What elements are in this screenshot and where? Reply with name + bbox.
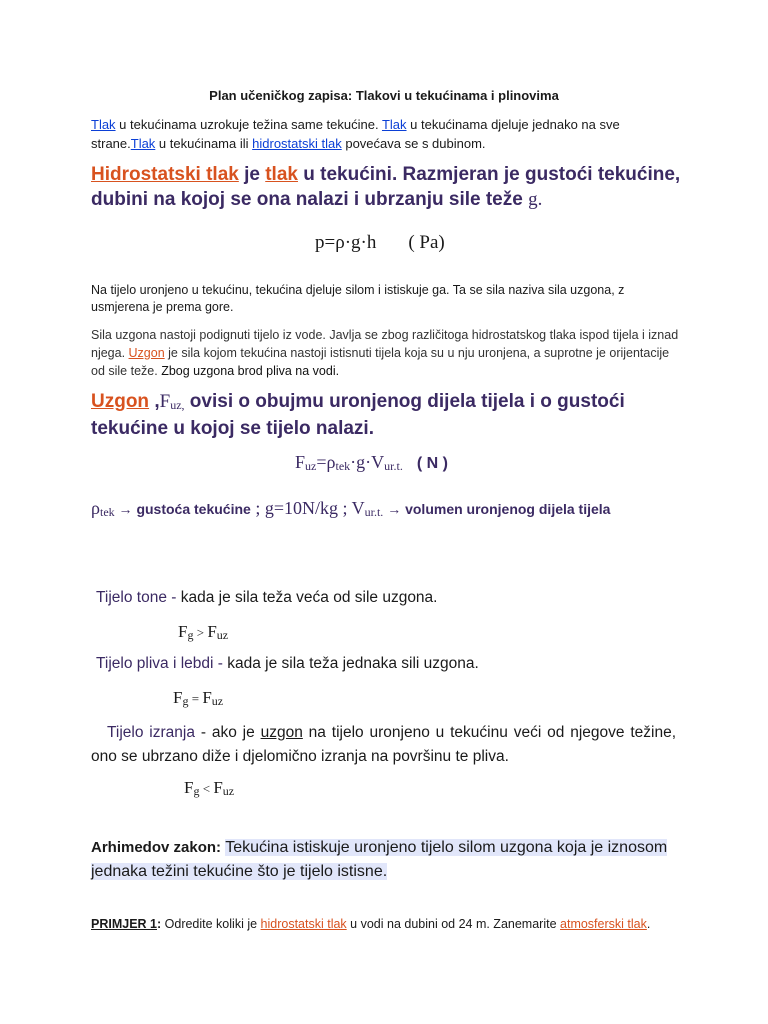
formula-unit: ( N ) — [416, 455, 448, 472]
buoyancy-definition — [91, 390, 681, 441]
case-floats-formula — [173, 688, 223, 709]
subscript: uz — [216, 628, 229, 642]
text: F — [178, 622, 188, 641]
page-title: Plan učeničkog zapisa: Tlakovi u tekućinama i plinovima — [209, 88, 559, 103]
buoyancy-intro: Na tijelo uronjeno u tekućinu, tekućina djeluje silom i istiskuje ga. Ta se sila naziva sila uzgona, z usmjerena je prema gore. — [91, 283, 625, 314]
link-hidrostatski-tlak[interactable]: hidrostatski tlak — [252, 136, 342, 151]
text: F — [207, 622, 217, 641]
buoyancy-formula — [295, 452, 448, 474]
text: F — [213, 778, 223, 797]
link-tlak[interactable]: tlak — [265, 164, 298, 185]
pressure-formula — [315, 232, 445, 254]
operator: = — [188, 691, 203, 706]
subscript: g — [193, 784, 200, 798]
link-tlak[interactable]: Tlak — [130, 136, 156, 151]
text: volumen uronjenog dijela tijela — [405, 501, 611, 517]
text: . — [646, 917, 651, 931]
text: F — [184, 778, 194, 797]
case-rises-formula — [184, 778, 234, 799]
text: u tekućini. Razmjeran je gustoći tekućine, dubini na kojoj se ona nalazi i ubrzanju sile teže — [91, 164, 681, 210]
case-label: Tijelo izranja — [107, 724, 195, 741]
subscript: g — [182, 694, 189, 708]
archimedes-text: Tekućina istiskuje uronjeno tijelo silom uzgona koja je iznosom jednaka težini tekućine što je tijelo istisne. — [91, 839, 668, 880]
text: u tekućinama ili — [155, 136, 253, 151]
case-text: kada je sila teža jednaka sili uzgona. — [222, 655, 479, 672]
subscript: tek — [99, 505, 115, 519]
case-sinks — [96, 589, 437, 607]
subscript: tek — [335, 459, 351, 473]
archimedes-law — [91, 836, 681, 884]
text: je sila kojom tekućina nastoji istisnuti tijela koja su u nju uronjena, a suprotne je orijentacije od sile teže. — [91, 346, 670, 378]
link-uzgon[interactable]: Uzgon — [91, 391, 150, 412]
subscript: ur.t. — [384, 459, 403, 473]
text: , — [149, 391, 160, 412]
operator: < — [199, 781, 214, 796]
case-text: na tijelo uronjeno u tekućinu veći od njegove težine, ono se ubrzano diže i djelomično izranja na površinu te pliva. — [91, 724, 677, 765]
formula-legend — [91, 496, 691, 524]
f-symbol: F — [159, 391, 171, 412]
subscript: g — [187, 628, 194, 642]
text: : — [157, 917, 162, 931]
link-tlak[interactable]: Tlak — [381, 117, 407, 132]
text: ovisi o obujmu uronjenog dijela tijela i o gustoći tekućine u kojoj se tijelo nalazi. — [91, 391, 625, 439]
subscript: uz — [305, 459, 317, 473]
intro-paragraph — [91, 115, 681, 153]
case-text: - ako je — [194, 724, 261, 741]
link-atmosferski-tlak[interactable]: atmosferski tlak — [560, 917, 647, 931]
arrow-icon: → — [114, 501, 137, 517]
link-uzgon[interactable]: Uzgon — [128, 346, 165, 360]
case-label: Tijelo tone - — [96, 589, 177, 606]
text: F — [173, 688, 183, 707]
case-sinks-formula — [178, 622, 228, 643]
rho-symbol: ρ — [91, 498, 100, 518]
case-rises — [91, 721, 676, 769]
case-floats — [96, 655, 479, 673]
example-label: PRIMJER 1 — [91, 917, 157, 931]
link-tlak[interactable]: Tlak — [91, 117, 116, 132]
text: povećava se s dubinom. — [341, 136, 486, 151]
buoyancy-paragraph — [91, 326, 681, 380]
link-hidrostatski-tlak[interactable]: hidrostatski tlak — [260, 917, 347, 931]
text: Odredite koliki je — [161, 917, 261, 931]
link-hidrostatski-tlak[interactable]: Hidrostatski tlak — [91, 164, 239, 185]
text: =ρ — [316, 452, 336, 472]
formula-unit: ( Pa) — [408, 232, 445, 253]
case-label: Tijelo pliva i lebdi - — [96, 655, 223, 672]
text: Zbog uzgona brod pliva na vodi. — [161, 364, 340, 378]
subscript: uz — [222, 784, 235, 798]
f-subscript: uz, — [170, 398, 185, 412]
g-symbol: g — [528, 189, 538, 210]
example-1 — [91, 917, 711, 931]
formula-expression: p=ρ·g·h — [315, 232, 377, 253]
text: je — [238, 164, 266, 185]
uzgon-term: uzgon — [260, 724, 303, 741]
hydrostatic-definition — [91, 162, 681, 212]
archimedes-label: Arhimedov zakon: — [91, 839, 222, 856]
text: ·g·V — [350, 452, 385, 472]
text: Sila uzgona nastoji podignuti tijelo iz vode. Javlja se zbog različitoga hidrostatskog tlaka ispod tijela i iznad njega. — [91, 328, 679, 360]
text: gustoća tekućine — [136, 501, 251, 517]
subscript: ur.t. — [364, 505, 384, 519]
subscript: uz — [211, 694, 224, 708]
text: . — [537, 189, 543, 210]
case-text: kada je sila teža veća od sile uzgona. — [176, 589, 438, 606]
text: F — [202, 688, 212, 707]
text: u tekućinama djeluje jednako na sve strane. — [91, 117, 620, 151]
operator: > — [193, 625, 208, 640]
text: u vodi na dubini od 24 m. Zanemarite — [346, 917, 561, 931]
text: u tekućinama uzrokuje težina same tekućine. — [115, 117, 382, 132]
text: ; g=10N/kg ; V — [250, 498, 365, 518]
arrow-icon: → — [383, 501, 406, 517]
text: F — [295, 452, 306, 472]
